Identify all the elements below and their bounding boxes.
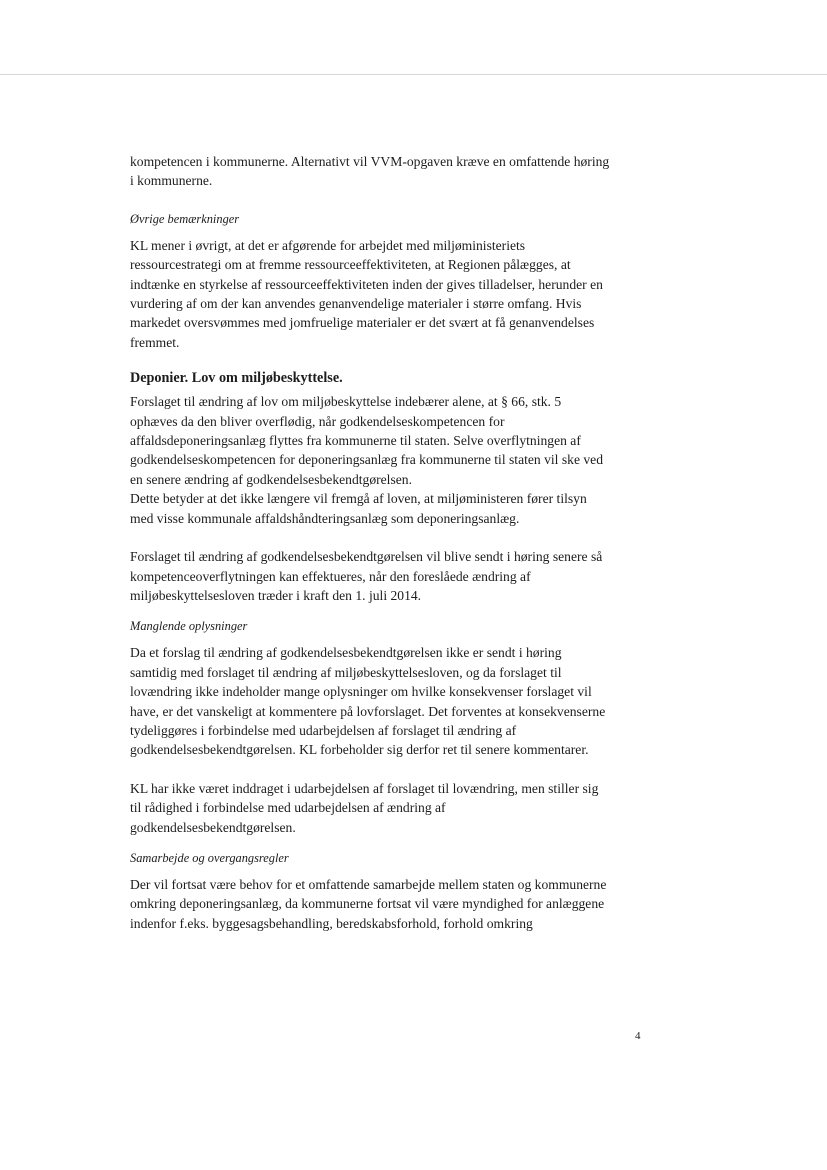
paragraph: Forslaget til ændring af lov om miljøbeskyttelse indebærer alene, at § 66, stk. 5 ophæves da den bliver overflødig, når godkendelseskompetencen for affaldsdeponeringsanlæg flyttes fra kommunerne til staten. Selve overflytningen af godkendelseskompetencen for deponeringsanlæg fra kommunerne til staten vil ske ved en senere ændring af godkendelsesbekendtgørelsen. [130, 394, 604, 487]
page-number: 4 [635, 1030, 641, 1042]
section-heading-deponier: Deponier. Lov om miljøbeskyttelse. [130, 370, 343, 387]
paragraph: KL har ikke været inddraget i udarbejdelsen af forslaget til lovændring, men stiller sig til rådighed i forbindelse med udarbejdelsen af ændring af godkendelsesbekendtgørelsen. [130, 780, 599, 835]
paragraph: Dette betyder at det ikke længere vil fremgå af loven, at miljøministeren fører tilsyn med visse kommunale affaldshåndteringsanlæg som deponeringsanlæg. [130, 491, 587, 526]
paragraph: kompetencen i kommunerne. Alternativt vil VVM-opgaven kræve en omfattende høring i kommunerne. [130, 154, 610, 189]
subheading-ovrige: Øvrige bemærkninger [130, 211, 240, 226]
scan-edge-line [0, 74, 827, 75]
subheading-manglende: Manglende oplysninger [130, 619, 248, 634]
paragraph: Da et forslag til ændring af godkendelsesbekendtgørelsen ikke er sendt i høring samtidig med forslaget til ændring af miljøbeskyttelsesloven, og da forslaget til lovændring ikke indeholder mange oplysninger om hvilke konsekvenser forslaget vil have, er det vanskeligt at kommentere på lovforslaget. Det forventes at konsekvenserne tydeliggøres i forbindelse med udarbejdelsen af forslaget til ændring af godkendelsesbekendtgørelsen. KL forbeholder sig derfor ret til senere kommentarer. [130, 645, 606, 758]
subheading-samarbejde: Samarbejde og overgangsregler [130, 850, 289, 865]
paragraph: Forslaget til ændring af godkendelsesbekendtgørelsen vil blive sendt i høring senere så kompetenceoverflytningen kan effektueres, når den foreslåede ændring af miljøbeskyttelsesloven træder i kraft den 1. juli 2014. [130, 549, 603, 603]
paragraph: KL mener i øvrigt, at det er afgørende for arbejdet med miljøministeriets ressourcestrategi om at fremme ressourceeffektiviteten, at Regionen pålægges, at indtænke en styrkelse af ressourceeffektiviteten inden der gives tilladelser, herunder en vurdering af om der kan anvendes genanvendelige materialer i større omfang. Hvis markedet oversvømmes med jomfruelige materialer er det svært at få genanvendelses fremmet. [130, 237, 603, 350]
document-body [130, 152, 610, 933]
paragraph: Der vil fortsat være behov for et omfattende samarbejde mellem staten og kommunerne omkring deponeringsanlæg, da kommunerne fortsat vil være myndighed for anlæggene indenfor f.eks. byggesagsbehandling, beredskabsforhold, forhold omkring [130, 876, 607, 931]
